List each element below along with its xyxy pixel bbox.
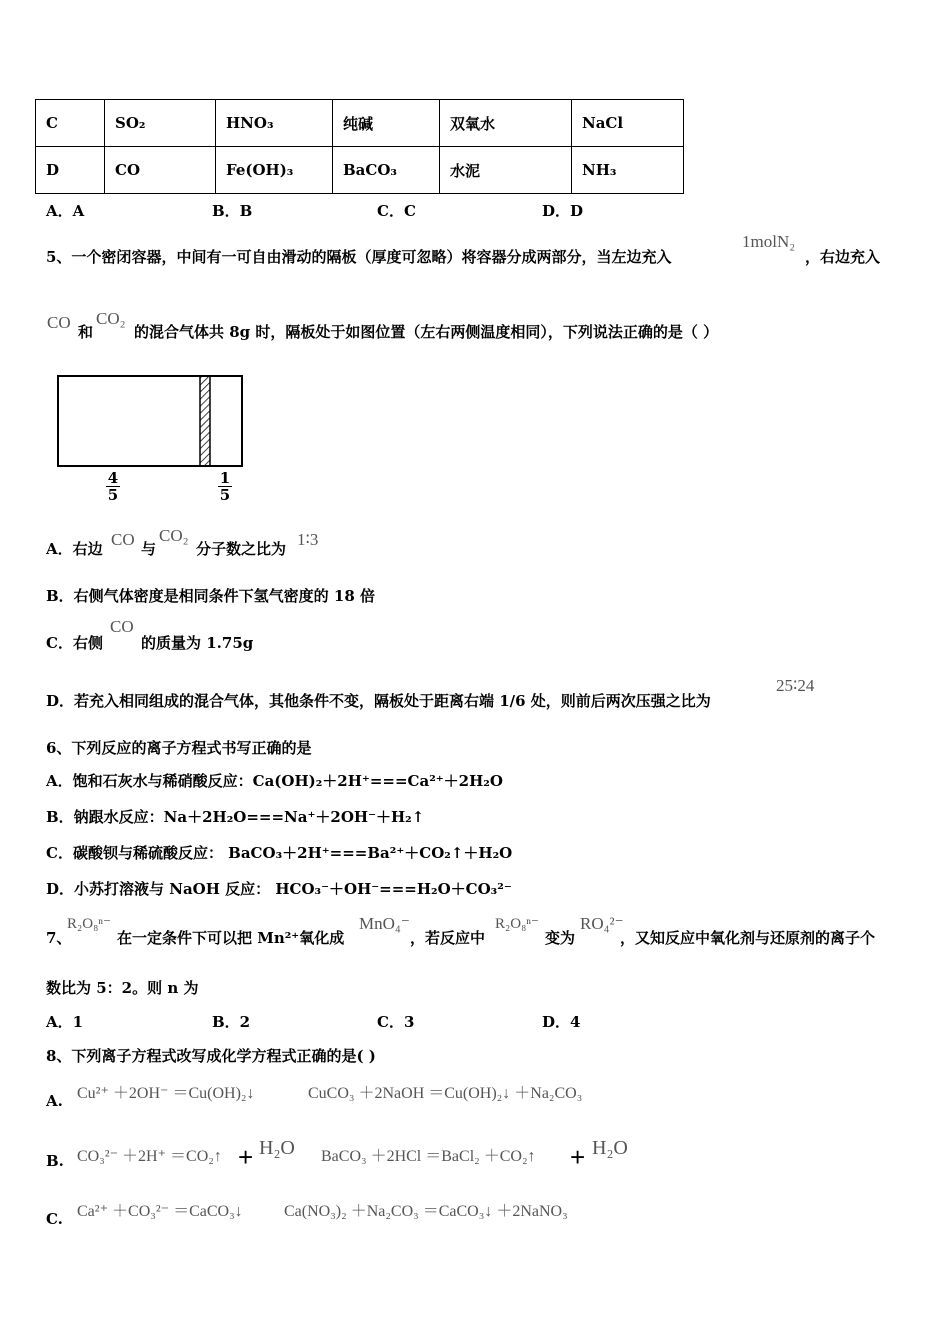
q8-option-b-plus: + <box>238 1142 254 1172</box>
table-cell: CO <box>105 147 216 194</box>
q5-option-a-co: CO <box>111 530 135 549</box>
q7-option-b: B．2 <box>212 1013 251 1031</box>
q5-formula-co: CO <box>47 313 71 332</box>
q7-line2: 数比为 5：2。则 n 为 <box>46 979 199 997</box>
reagent-table <box>35 99 684 194</box>
fraction-left-numerator: 4 <box>107 469 119 487</box>
fraction-right <box>218 470 232 503</box>
q7-formula-ro4: RO₄²⁻ <box>580 914 624 933</box>
q4-option-c: C．C <box>377 202 416 220</box>
q5-formula-co2: CO₂ <box>96 309 126 328</box>
q7-text3: 变为 <box>545 929 576 947</box>
table-cell: D <box>36 147 105 194</box>
q8-option-a-chem-equation: CuCO₃ ＋2NaOH ＝Cu(OH)₂↓ ＋Na₂CO₃ <box>308 1085 583 1102</box>
q5-line2: 的混合气体共 8g 时，隔板处于如图位置（左右两侧温度相同），下列说法正确的是（ ） <box>134 323 719 341</box>
table-cell: Fe(OH)₃ <box>216 147 333 194</box>
q5-option-d-ratio: 25∶24 <box>776 676 815 695</box>
fraction-right-denominator: 5 <box>219 486 231 504</box>
table-row <box>36 147 684 194</box>
q5-option-a-mid: 与 <box>141 540 157 558</box>
table-cell: SO₂ <box>105 100 216 147</box>
q5-option-b: B．右侧气体密度是相同条件下氢气密度的 18 倍 <box>46 587 375 605</box>
table-cell: 水泥 <box>440 147 572 194</box>
q7-text1: 在一定条件下可以把 Mn²⁺氧化成 <box>117 929 345 947</box>
q6-option-a: A．饱和石灰水与稀硝酸反应：Ca(OH)₂＋2H⁺===Ca²⁺＋2H₂O <box>46 772 503 790</box>
fraction-left-denominator: 5 <box>107 486 119 504</box>
q8-option-b-water: H₂O <box>259 1137 295 1159</box>
q5-line1-end: ，右边充入 <box>805 248 881 266</box>
q5-he: 和 <box>78 323 94 341</box>
q7-option-c: C．3 <box>377 1013 415 1031</box>
q7-option-a: A．1 <box>46 1013 84 1031</box>
q4-option-d: D．D <box>542 202 584 220</box>
q8-stem: 8、下列离子方程式改写成化学方程式正确的是( ) <box>46 1047 376 1065</box>
q5-line1: 5、一个密闭容器，中间有一可自由滑动的隔板（厚度可忽略）将容器分成两部分，当左边充入 <box>46 248 672 266</box>
q7-text4: ，又知反应中氧化剂与还原剂的离子个 <box>620 929 876 947</box>
q8-option-b-ion-equation: CO₃²⁻ ＋2H⁺ ＝CO₂↑ <box>77 1148 222 1165</box>
q7-formula-r2o8: R₂O₈ⁿ⁻ <box>67 916 111 932</box>
q8-option-b-plus-2: + <box>570 1142 586 1172</box>
q8-option-a-ion-equation: Cu²⁺ ＋2OH⁻ ＝Cu(OH)₂↓ <box>77 1085 255 1102</box>
q6-option-c: C．碳酸钡与稀硫酸反应： BaCO₃＋2H⁺===Ba²⁺＋CO₂↑＋H₂O <box>46 844 513 862</box>
q8-option-c-ion-equation: Ca²⁺ ＋CO₃²⁻ ＝CaCO₃↓ <box>77 1203 243 1220</box>
q5-option-d: D．若充入相同组成的混合气体，其他条件不变，隔板处于距离右端 1/6 处，则前后两次压强之比为 <box>46 692 711 710</box>
q5-option-c-co: CO <box>110 617 134 636</box>
q5-option-c-post: 的质量为 1.75g <box>141 634 254 652</box>
q8-option-c-label: C. <box>46 1210 63 1228</box>
table-cell: HNO₃ <box>216 100 333 147</box>
table-cell: 双氧水 <box>440 100 572 147</box>
q5-option-a-ratio: 1∶3 <box>297 530 319 549</box>
table-row <box>36 100 684 147</box>
q8-option-a-label: A. <box>46 1092 63 1110</box>
table-cell: NaCl <box>572 100 684 147</box>
q5-option-a-co2: CO₂ <box>159 526 189 545</box>
q7-number: 7、 <box>46 929 72 947</box>
q8-option-b-water-2: H₂O <box>592 1137 628 1159</box>
fraction-left <box>106 470 120 503</box>
q8-option-b-label: B. <box>46 1152 64 1170</box>
table-cell: BaCO₃ <box>333 147 440 194</box>
q7-text2: ，若反应中 <box>410 929 486 947</box>
q4-option-a: A．A <box>46 202 85 220</box>
table-cell: 纯碱 <box>333 100 440 147</box>
q6-stem: 6、下列反应的离子方程式书写正确的是 <box>46 739 312 757</box>
q4-option-b: B．B <box>212 202 253 220</box>
q6-option-b: B．钠跟水反应：Na＋2H₂O===Na⁺＋2OH⁻＋H₂↑ <box>46 808 425 826</box>
partition-board <box>200 376 210 466</box>
fraction-right-numerator: 1 <box>219 469 231 487</box>
q6-option-d: D．小苏打溶液与 NaOH 反应： HCO₃⁻＋OH⁻===H₂O＋CO₃²⁻ <box>46 880 512 898</box>
container-outline <box>58 376 242 466</box>
q5-option-a-pre: A．右边 <box>46 540 103 558</box>
q8-option-b-chem-equation: BaCO₃ ＋2HCl ＝BaCl₂ ＋CO₂↑ <box>321 1148 536 1165</box>
q8-option-c-chem-equation: Ca(NO₃)₂ ＋Na₂CO₃ ＝CaCO₃↓ ＋2NaNO₃ <box>284 1203 568 1220</box>
q5-option-a-post: 分子数之比为 <box>196 540 287 558</box>
q7-formula-r2o8-b: R₂O₈ⁿ⁻ <box>495 916 539 932</box>
q7-option-d: D．4 <box>542 1013 581 1031</box>
q5-option-c-pre: C．右侧 <box>46 634 103 652</box>
q7-formula-mno4: MnO₄⁻ <box>359 914 410 933</box>
q5-formula-n2: 1molN₂ <box>742 232 796 251</box>
table-cell: NH₃ <box>572 147 684 194</box>
table-cell: C <box>36 100 105 147</box>
